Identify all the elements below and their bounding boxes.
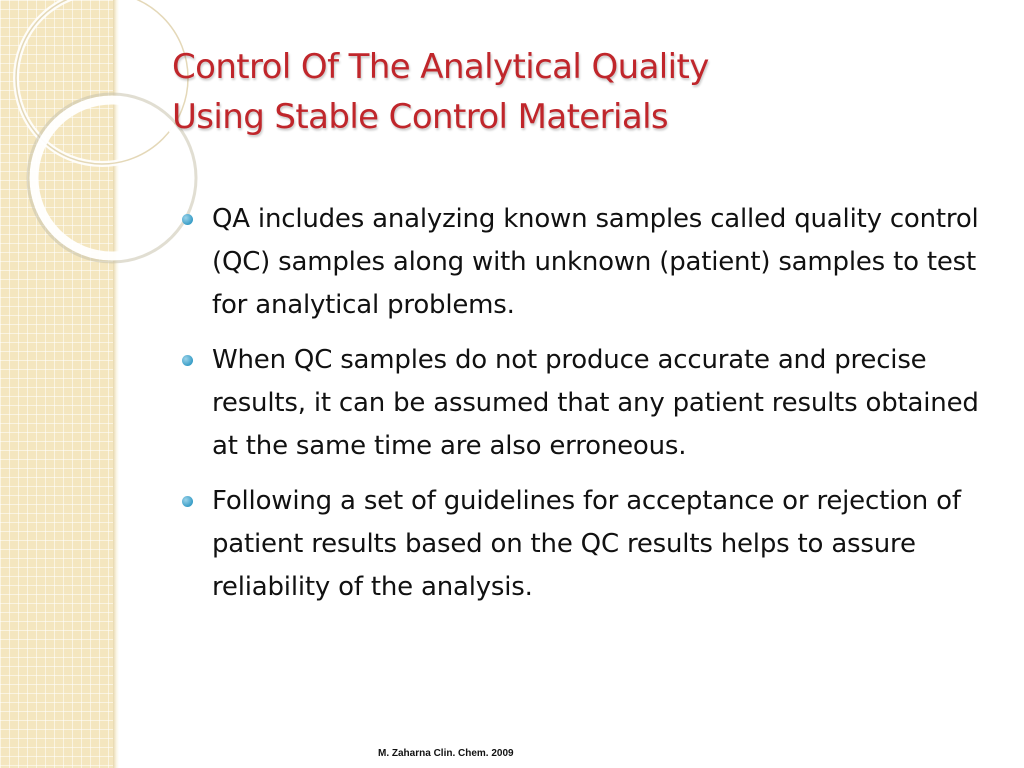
bullet-item [180,198,995,327]
bullet-item [180,339,995,468]
bullet-item [180,480,995,609]
slide-title-line-1: Control Of The Analytical Quality [172,47,709,87]
bullet-list [180,198,995,621]
bullet-icon [182,355,193,366]
bullet-icon [182,496,193,507]
decorative-circles [0,0,200,300]
bullet-text: Following a set of guidelines for acceptance or rejection of patient results based on the QC results helps to assure reliability of the analysis. [212,486,961,602]
slide-title [172,42,992,142]
decorative-circle-inner-shadow [28,94,196,262]
decorative-circle-inner [34,100,190,256]
citation: M. Zaharna Clin. Chem. 2009 [378,748,514,759]
bullet-text: QA includes analyzing known samples called quality control (QC) samples along with unknown (patient) samples to test for analytical problems. [212,204,979,320]
bullet-text: When QC samples do not produce accurate and precise results, it can be assumed that any patient results obtained at the same time are also erroneous. [212,345,979,461]
bullet-icon [182,214,193,225]
slide-title-line-2: Using Stable Control Materials [172,97,669,137]
